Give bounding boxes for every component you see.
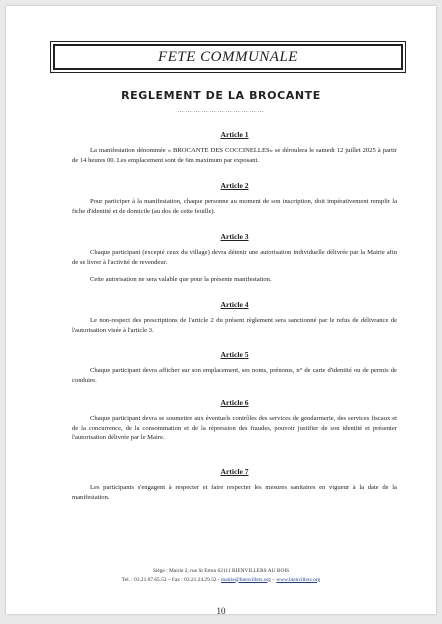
document-page	[6, 6, 436, 614]
article-title: Article 6	[220, 398, 249, 407]
article-paragraph: Chaque participant devra afficher sur son emplacement, ses noms, prénoms, n° de carte d'identité ou de permis de conduire.	[72, 367, 397, 384]
footer-website-link[interactable]: www.bienvillers.org	[276, 576, 321, 583]
article-paragraph: Chaque participant devra se soumettre aux éventuels contrôles des services de gendarmerie, des services fiscaux et de la concurrence, de la consommation et de la répression des fraudes, pouvoir justifier de son identité et présenter l'autorisation délivrée par le Maire.	[72, 415, 397, 442]
article-title: Article 1	[220, 130, 249, 139]
footer-email-link[interactable]: mairie@bienvillers.org	[221, 576, 271, 583]
article-paragraph: Cette autorisation ne sera valable que pour la présente manifestation.	[90, 276, 272, 284]
article-title: Article 2	[220, 181, 249, 190]
article-4	[72, 300, 397, 343]
event-banner: FETE COMMUNALE	[53, 44, 403, 70]
article-title: Article 7	[220, 467, 249, 476]
article-paragraph: La manifestation dénommée « BROCANTE DES COCCINELLES» se déroulera le samedi 12 juillet 2025 à partir de 14 heures 00. Les emplacement sont de 6m maximum par exposant.	[72, 147, 397, 164]
article-6	[72, 398, 397, 451]
document-title: REGLEMENT DE LA BROCANTE	[121, 89, 321, 102]
article-paragraph: Le non-respect des prescriptions de l'article 2 du présent règlement sera sanctionné par le refus de délivrance de l'autorisation visée à l'article 3.	[72, 317, 397, 334]
article-7	[72, 467, 397, 510]
article-paragraph: Les participants s'engagent à respecter et faire respecter les mesures sanitaires en vigueur à la date de la manifestation.	[72, 484, 397, 501]
separator-dots: ……………………………	[177, 106, 265, 114]
article-5	[72, 350, 397, 393]
article-1	[72, 130, 397, 173]
article-paragraph: Chaque participant (excepté ceux du village) devra détenir une autorisation individuelle délivrée par la Mairie afin de se livrer à l'activité de revendeur.	[72, 249, 397, 266]
article-title: Article 3	[220, 232, 249, 241]
page-footer	[6, 567, 436, 584]
article-3	[72, 232, 397, 293]
article-paragraph: Pour participer à la manifestation, chaque personne au moment de son inscription, doit impérativement remplir la fiche d'identité et de domicile (au dos de cette feuille).	[72, 198, 397, 215]
footer-contact	[6, 576, 436, 585]
footer-phone-fax: Tel. : 03.21.07.65.53 – Fax : 03.21.24.29.52 -	[121, 576, 221, 583]
article-title: Article 5	[220, 350, 249, 359]
article-2	[72, 181, 397, 224]
article-title: Article 4	[220, 300, 249, 309]
page-number: 10	[216, 606, 226, 616]
footer-address: Siège : Mairie 2, rue St Erton 62111 BIENVILLERS AU BOIS	[152, 568, 290, 574]
footer-separator: –	[270, 576, 277, 583]
